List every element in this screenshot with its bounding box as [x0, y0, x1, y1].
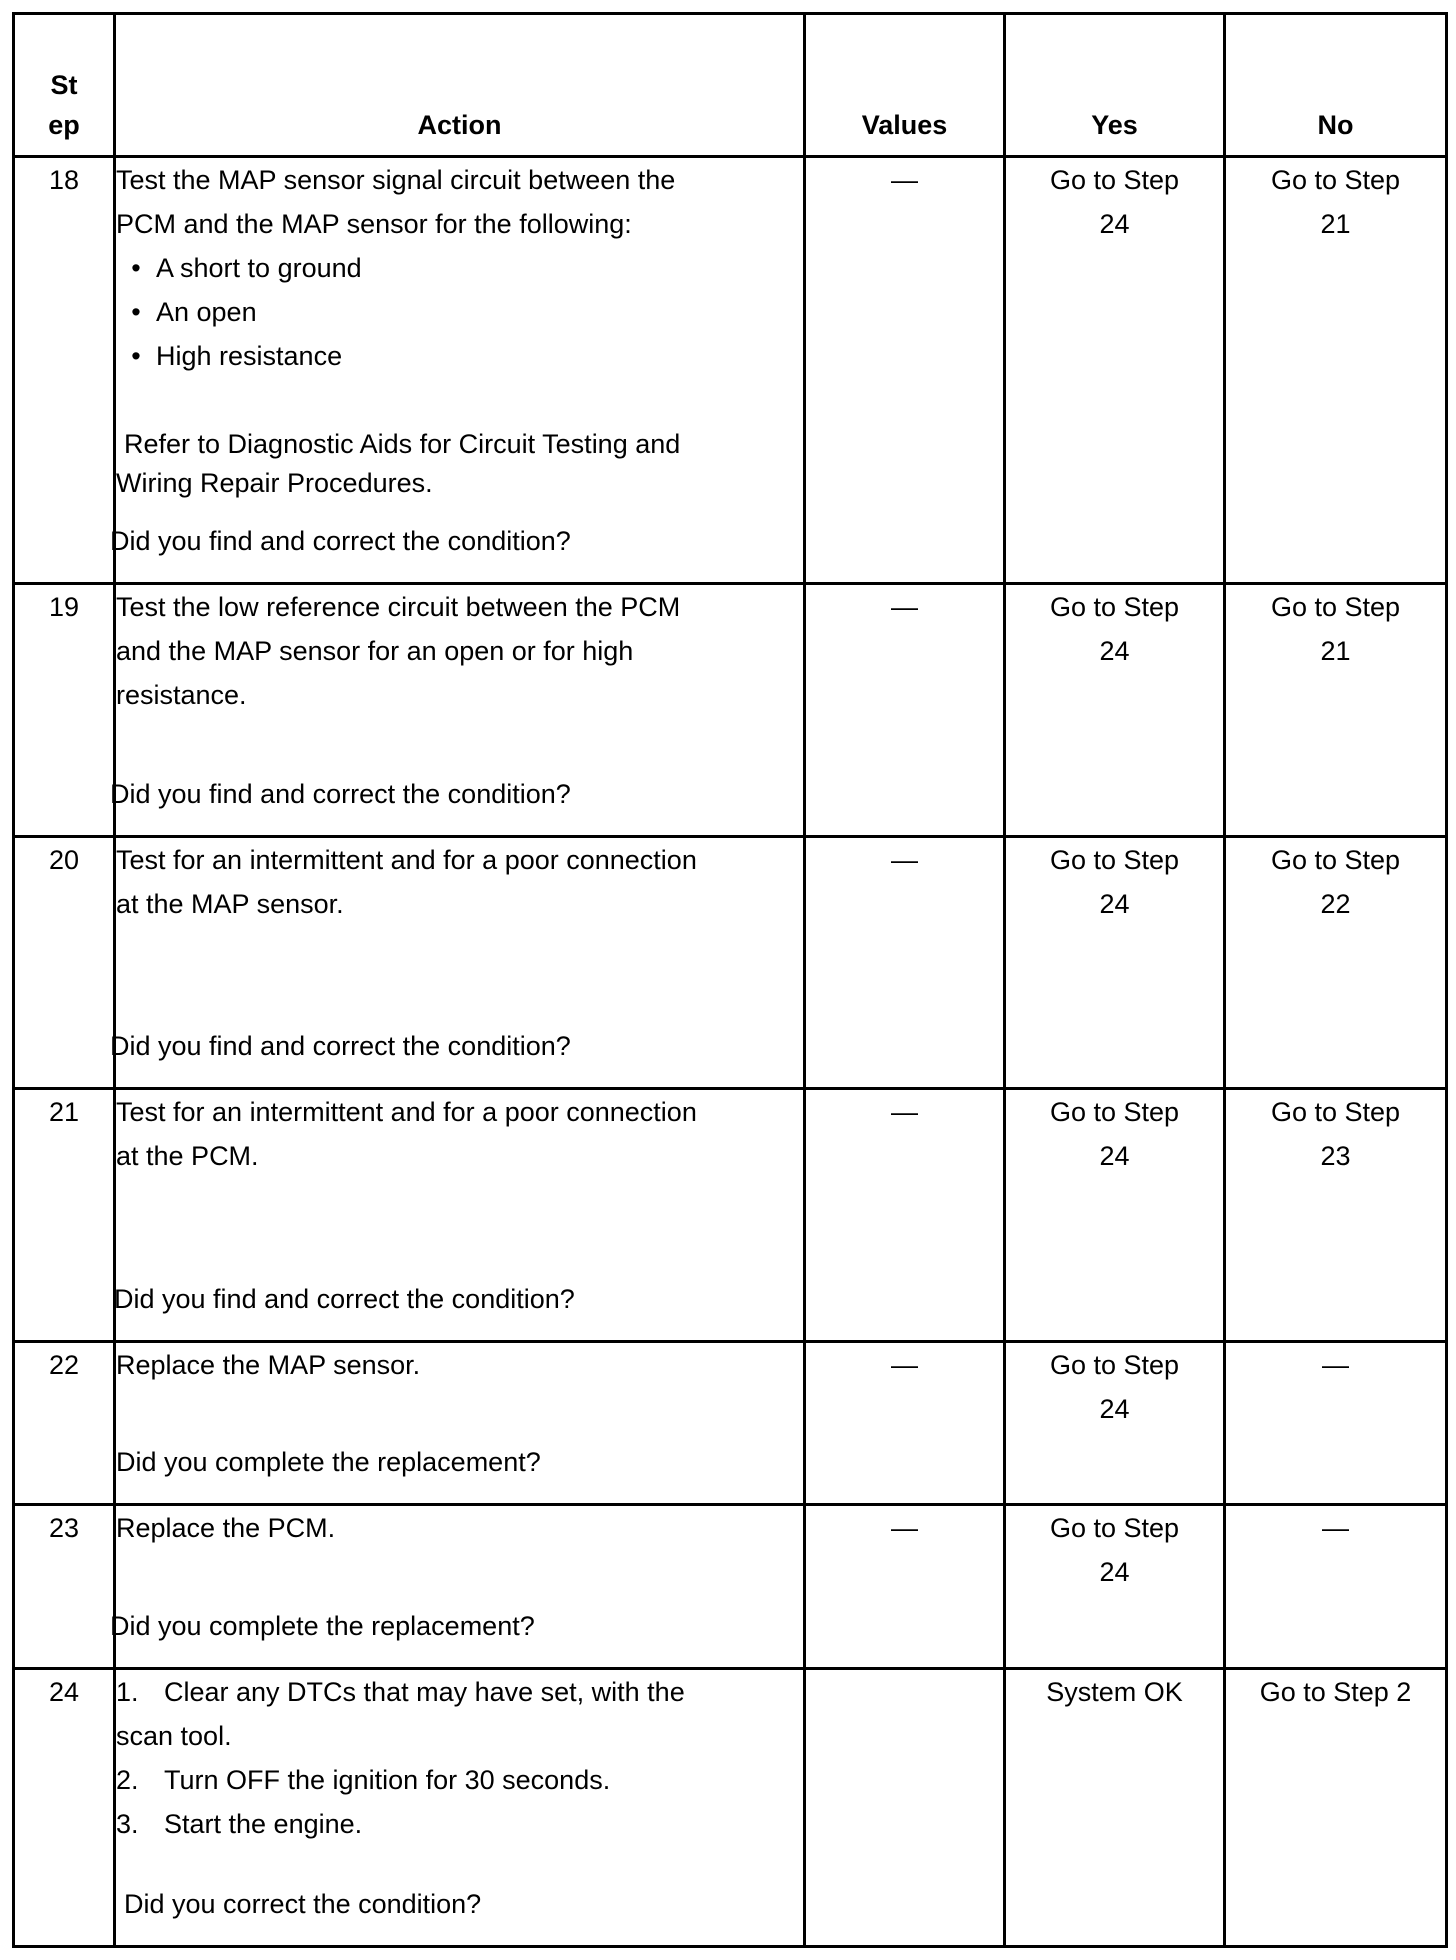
bullet-item: • A short to ground: [116, 246, 803, 290]
no-cell: Go to Step 21: [1225, 584, 1447, 837]
action-line: at the MAP sensor.: [116, 889, 344, 919]
action-cell: [110, 584, 805, 837]
item-number: 3.: [116, 1809, 139, 1839]
action-question: Did you find and correct the condition?: [110, 779, 571, 809]
yes-cell: Go to Step 24: [1005, 584, 1225, 837]
yes-cell: System OK: [1005, 1669, 1225, 1947]
action-cell: [110, 157, 805, 584]
action-cell: [115, 1089, 805, 1342]
action-cell: [110, 1505, 805, 1669]
action-line: Test the MAP sensor signal circuit between the: [116, 165, 676, 195]
yes-cell: Go to Step 24: [1005, 837, 1225, 1089]
numbered-item-continuation: scan tool.: [116, 1721, 232, 1751]
no-cell: —: [1225, 1342, 1447, 1505]
step-number: 22: [14, 1342, 115, 1505]
header-step: [14, 14, 115, 157]
value-cell: —: [805, 1089, 1005, 1342]
header-step-line2: ep: [48, 110, 80, 140]
bullet-icon: •: [131, 253, 141, 283]
item-number: 1.: [116, 1677, 139, 1707]
action-question: Did you complete the replacement?: [110, 1611, 535, 1641]
table-row: [14, 1089, 1447, 1342]
table-row: [14, 837, 1447, 1089]
bullet-icon: •: [131, 297, 141, 327]
action-cell: [110, 837, 805, 1089]
numbered-item: 3. Start the engine.: [116, 1802, 803, 1846]
step-number: 21: [14, 1089, 115, 1342]
action-question: Did you find and correct the condition?: [110, 526, 571, 556]
action-line: Test the low reference circuit between the PCM: [116, 592, 681, 622]
action-line: Replace the PCM.: [116, 1513, 336, 1543]
header-no: No: [1225, 14, 1447, 157]
yes-cell: Go to Step 24: [1005, 157, 1225, 584]
bullet-icon: •: [131, 341, 141, 371]
header-yes: Yes: [1005, 14, 1225, 157]
value-cell: [805, 1669, 1005, 1947]
bullet-item: • High resistance: [116, 334, 803, 378]
diagnostic-table-page: [12, 12, 1445, 1958]
header-row: [14, 14, 1447, 157]
yes-cell: Go to Step 24: [1005, 1089, 1225, 1342]
yes-cell: Go to Step 24: [1005, 1342, 1225, 1505]
diagnostic-steps-table: [12, 12, 1448, 1948]
step-number: 23: [14, 1505, 115, 1669]
header-action: Action: [115, 14, 805, 157]
action-cell: [115, 1669, 805, 1947]
action-line: Test for an intermittent and for a poor connection: [116, 1097, 697, 1127]
value-cell: —: [805, 837, 1005, 1089]
no-cell: Go to Step 23: [1225, 1089, 1447, 1342]
action-cell: [115, 1342, 805, 1505]
no-cell: Go to Step 2: [1225, 1669, 1447, 1947]
no-cell: —: [1225, 1505, 1447, 1669]
refer-line: Wiring Repair Procedures.: [116, 468, 433, 498]
action-line: PCM and the MAP sensor for the following:: [116, 209, 632, 239]
step-number: 20: [14, 837, 115, 1089]
table-row: [14, 1669, 1447, 1947]
value-cell: —: [805, 1342, 1005, 1505]
step-number: 24: [14, 1669, 115, 1947]
numbered-item: 1. Clear any DTCs that may have set, with the: [116, 1670, 803, 1714]
action-question: Did you correct the condition?: [124, 1889, 482, 1919]
value-cell: —: [805, 157, 1005, 584]
table-row: [14, 584, 1447, 837]
no-cell: Go to Step 22: [1225, 837, 1447, 1089]
step-number: 18: [14, 157, 115, 584]
value-cell: —: [805, 584, 1005, 837]
table-row: [14, 157, 1447, 584]
action-question: Did you find and correct the condition?: [110, 1031, 571, 1061]
action-line: Test for an intermittent and for a poor connection: [116, 845, 697, 875]
action-line: resistance.: [116, 680, 247, 710]
header-values: Values: [805, 14, 1005, 157]
refer-line: Refer to Diagnostic Aids for Circuit Testing and: [124, 429, 681, 459]
no-cell: Go to Step 21: [1225, 157, 1447, 584]
yes-cell: Go to Step 24: [1005, 1505, 1225, 1669]
numbered-item: 2. Turn OFF the ignition for 30 seconds.: [116, 1758, 803, 1802]
step-number: 19: [14, 584, 115, 837]
action-line: and the MAP sensor for an open or for high: [116, 636, 634, 666]
action-question: Did you find and correct the condition?: [114, 1284, 575, 1314]
table-row: [14, 1342, 1447, 1505]
header-step-line1: St: [50, 70, 78, 100]
item-number: 2.: [116, 1765, 139, 1795]
bullet-item: • An open: [116, 290, 803, 334]
value-cell: —: [805, 1505, 1005, 1669]
table-row: [14, 1505, 1447, 1669]
action-line: at the PCM.: [116, 1141, 259, 1171]
action-question: Did you complete the replacement?: [116, 1447, 541, 1477]
action-line: Replace the MAP sensor.: [116, 1350, 421, 1380]
